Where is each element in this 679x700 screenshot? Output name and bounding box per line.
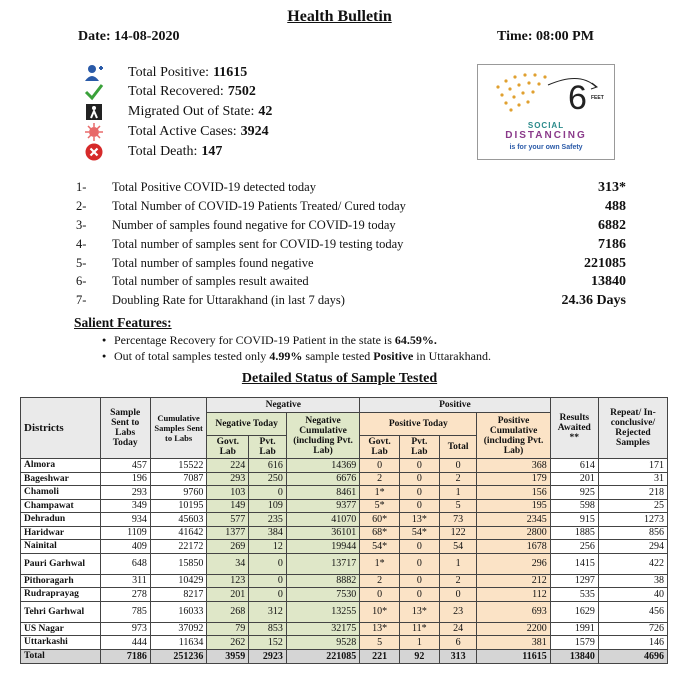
table-row	[21, 486, 668, 500]
value-cell: 648	[100, 553, 150, 574]
value-cell: 23	[439, 601, 477, 622]
value-cell: 577	[207, 513, 249, 527]
header-awaited: Results Awaited **	[550, 398, 598, 459]
metric-row: 4- Total number of samples sent for COVID-19 testing today 7186	[76, 236, 626, 252]
table-row	[21, 622, 668, 636]
value-cell: 15522	[150, 459, 207, 473]
value-cell: 224	[207, 459, 249, 473]
value-cell: 235	[249, 513, 287, 527]
header-negative: Negative	[207, 398, 360, 413]
total-value: 221	[360, 649, 400, 663]
value-cell: 0	[399, 499, 439, 513]
value-cell: 0	[399, 459, 439, 473]
bulletin-time: Time: 08:00 PM	[497, 29, 594, 44]
value-cell: 24	[439, 622, 477, 636]
value-cell: 32175	[286, 622, 359, 636]
value-cell: 381	[477, 636, 550, 650]
value-cell: 2	[360, 472, 400, 486]
value-cell: 218	[598, 486, 667, 500]
value-cell: 856	[598, 526, 667, 540]
value-cell: 0	[360, 588, 400, 602]
value-cell: 1*	[360, 486, 400, 500]
value-cell: 349	[100, 499, 150, 513]
value-cell: 262	[207, 636, 249, 650]
value-cell: 0	[399, 553, 439, 574]
district-cell: Champawat	[21, 499, 101, 513]
header-pos-total: Total	[439, 436, 477, 459]
total-value: 3959	[207, 649, 249, 663]
district-cell: Pauri Garhwal	[21, 553, 101, 574]
value-cell: 1109	[100, 526, 150, 540]
value-cell: 109	[249, 499, 287, 513]
value-cell: 693	[477, 601, 550, 622]
value-cell: 7087	[150, 472, 207, 486]
value-cell: 925	[550, 486, 598, 500]
value-cell: 1377	[207, 526, 249, 540]
value-cell: 294	[598, 540, 667, 554]
value-cell: 8217	[150, 588, 207, 602]
total-value: 221085	[286, 649, 359, 663]
salient-heading: Salient Features:	[74, 315, 172, 330]
value-cell: 103	[207, 486, 249, 500]
value-cell: 22172	[150, 540, 207, 554]
value-cell: 38	[598, 574, 667, 588]
table-row	[21, 472, 668, 486]
logo-unit: FEET	[591, 95, 604, 101]
metric-row: 3- Number of samples found negative for COVID-19 today 6882	[76, 217, 626, 233]
value-cell: 1	[399, 636, 439, 650]
value-cell: 34	[207, 553, 249, 574]
check-icon	[84, 83, 104, 101]
header-negative-today: Negative Today	[207, 413, 287, 436]
header-cumulative: Cumulative Samples Sent to Labs	[150, 398, 207, 459]
value-cell: 311	[100, 574, 150, 588]
district-cell: Haridwar	[21, 526, 101, 540]
district-cell: Almora	[21, 459, 101, 473]
value-cell: 179	[477, 472, 550, 486]
total-label: Total	[21, 649, 101, 663]
value-cell: 31	[598, 472, 667, 486]
value-cell: 146	[598, 636, 667, 650]
value-cell: 37092	[150, 622, 207, 636]
value-cell: 41642	[150, 526, 207, 540]
value-cell: 10*	[360, 601, 400, 622]
value-cell: 409	[100, 540, 150, 554]
table-row	[21, 601, 668, 622]
value-cell: 1	[439, 553, 477, 574]
value-cell: 456	[598, 601, 667, 622]
value-cell: 19944	[286, 540, 359, 554]
value-cell: 1*	[360, 553, 400, 574]
table-row	[21, 553, 668, 574]
value-cell: 8461	[286, 486, 359, 500]
header-positive-cumulative: Positive Cumulative (including Pvt. Lab)	[477, 413, 550, 459]
value-cell: 2800	[477, 526, 550, 540]
add-person-icon	[84, 64, 104, 82]
value-cell: 915	[550, 513, 598, 527]
district-cell: Pithoragarh	[21, 574, 101, 588]
value-cell: 122	[439, 526, 477, 540]
value-cell: 9528	[286, 636, 359, 650]
value-cell: 201	[550, 472, 598, 486]
table-row	[21, 588, 668, 602]
value-cell: 0	[249, 486, 287, 500]
value-cell: 13*	[399, 601, 439, 622]
value-cell: 2	[439, 574, 477, 588]
table-row	[21, 459, 668, 473]
value-cell: 269	[207, 540, 249, 554]
header-pos-govt: Govt. Lab	[360, 436, 400, 459]
header-repeat: Repeat/ In-conclusive/ Rejected Samples	[598, 398, 667, 459]
header-neg-govt: Govt. Lab	[207, 436, 249, 459]
value-cell: 14369	[286, 459, 359, 473]
value-cell: 278	[100, 588, 150, 602]
value-cell: 0	[439, 459, 477, 473]
value-cell: 293	[100, 486, 150, 500]
header-positive-today: Positive Today	[360, 413, 477, 436]
value-cell: 1678	[477, 540, 550, 554]
sample-status-table	[20, 397, 668, 664]
value-cell: 156	[477, 486, 550, 500]
value-cell: 934	[100, 513, 150, 527]
header-negative-cumulative: Negative Cumulative (including Pvt. Lab)	[286, 413, 359, 459]
value-cell: 123	[207, 574, 249, 588]
logo-line2: DISTANCING	[505, 130, 587, 141]
logo-line3: is for your own Safety	[509, 144, 583, 151]
value-cell: 457	[100, 459, 150, 473]
value-cell: 973	[100, 622, 150, 636]
header-districts: Districts	[21, 398, 101, 459]
value-cell: 5*	[360, 499, 400, 513]
value-cell: 0	[439, 588, 477, 602]
value-cell: 785	[100, 601, 150, 622]
value-cell: 616	[249, 459, 287, 473]
value-cell: 13717	[286, 553, 359, 574]
migrate-icon	[84, 103, 104, 121]
value-cell: 535	[550, 588, 598, 602]
value-cell: 256	[550, 540, 598, 554]
table-row	[21, 526, 668, 540]
header-sent-today: Sample Sent to Labs Today	[100, 398, 150, 459]
value-cell: 250	[249, 472, 287, 486]
value-cell: 0	[249, 588, 287, 602]
stat-migrated: Migrated Out of State: 42	[84, 102, 272, 122]
value-cell: 368	[477, 459, 550, 473]
value-cell: 2200	[477, 622, 550, 636]
value-cell: 68*	[360, 526, 400, 540]
value-cell: 15850	[150, 553, 207, 574]
total-value: 11615	[477, 649, 550, 663]
district-cell: Chamoli	[21, 486, 101, 500]
district-cell: US Nagar	[21, 622, 101, 636]
logo-line1: SOCIAL	[527, 121, 565, 130]
value-cell: 10195	[150, 499, 207, 513]
value-cell: 8882	[286, 574, 359, 588]
value-cell: 9760	[150, 486, 207, 500]
value-cell: 195	[477, 499, 550, 513]
value-cell: 171	[598, 459, 667, 473]
value-cell: 0	[399, 588, 439, 602]
value-cell: 9377	[286, 499, 359, 513]
value-cell: 112	[477, 588, 550, 602]
district-cell: Nainital	[21, 540, 101, 554]
stat-total-positive: Total Positive: 11615	[84, 63, 247, 83]
table-row	[21, 574, 668, 588]
value-cell: 1579	[550, 636, 598, 650]
value-cell: 5	[360, 636, 400, 650]
metric-row: 5- Total number of samples found negative 221085	[76, 255, 626, 271]
value-cell: 2345	[477, 513, 550, 527]
value-cell: 2	[439, 472, 477, 486]
value-cell: 13255	[286, 601, 359, 622]
page-title: Health Bulletin	[287, 8, 392, 25]
cross-circle-icon	[84, 143, 104, 161]
metric-row: 1- Total Positive COVID-19 detected today 313*	[76, 179, 626, 195]
total-value: 313	[439, 649, 477, 663]
value-cell: 1885	[550, 526, 598, 540]
header-pos-pvt: Pvt. Lab	[399, 436, 439, 459]
value-cell: 384	[249, 526, 287, 540]
value-cell: 296	[477, 553, 550, 574]
metric-row: 7- Doubling Rate for Uttarakhand (in last 7 days) 24.36 Days	[76, 292, 626, 308]
value-cell: 0	[399, 574, 439, 588]
value-cell: 54	[439, 540, 477, 554]
value-cell: 149	[207, 499, 249, 513]
bulletin-date: Date: 14-08-2020	[78, 29, 180, 44]
salient-bullet: ● Percentage Recovery for COVID-19 Patient in the state is 64.59%.	[114, 333, 437, 348]
value-cell: 422	[598, 553, 667, 574]
table-row	[21, 540, 668, 554]
value-cell: 0	[399, 540, 439, 554]
total-value: 2923	[249, 649, 287, 663]
value-cell: 13*	[360, 622, 400, 636]
value-cell: 10429	[150, 574, 207, 588]
district-cell: Rudraprayag	[21, 588, 101, 602]
value-cell: 152	[249, 636, 287, 650]
value-cell: 2	[360, 574, 400, 588]
value-cell: 11634	[150, 636, 207, 650]
value-cell: 212	[477, 574, 550, 588]
header-positive: Positive	[360, 398, 551, 413]
value-cell: 726	[598, 622, 667, 636]
value-cell: 60*	[360, 513, 400, 527]
value-cell: 1415	[550, 553, 598, 574]
value-cell: 41070	[286, 513, 359, 527]
table-row	[21, 499, 668, 513]
value-cell: 79	[207, 622, 249, 636]
value-cell: 54*	[399, 526, 439, 540]
stat-active-cases: Total Active Cases: 3924	[84, 122, 269, 142]
value-cell: 853	[249, 622, 287, 636]
total-value: 7186	[100, 649, 150, 663]
value-cell: 268	[207, 601, 249, 622]
total-value: 13840	[550, 649, 598, 663]
value-cell: 13*	[399, 513, 439, 527]
value-cell: 1629	[550, 601, 598, 622]
table-title: Detailed Status of Sample Tested	[241, 371, 438, 386]
value-cell: 444	[100, 636, 150, 650]
logo-number: 6	[568, 79, 587, 117]
value-cell: 293	[207, 472, 249, 486]
value-cell: 6676	[286, 472, 359, 486]
value-cell: 25	[598, 499, 667, 513]
total-value: 251236	[150, 649, 207, 663]
table-row	[21, 636, 668, 650]
value-cell: 16033	[150, 601, 207, 622]
value-cell: 1297	[550, 574, 598, 588]
value-cell: 73	[439, 513, 477, 527]
value-cell: 0	[399, 486, 439, 500]
value-cell: 54*	[360, 540, 400, 554]
value-cell: 7530	[286, 588, 359, 602]
table-row	[21, 513, 668, 527]
value-cell: 196	[100, 472, 150, 486]
stat-total-death: Total Death: 147	[84, 142, 222, 162]
value-cell: 0	[249, 574, 287, 588]
value-cell: 201	[207, 588, 249, 602]
virus-icon	[84, 123, 104, 141]
value-cell: 6	[439, 636, 477, 650]
value-cell: 614	[550, 459, 598, 473]
value-cell: 1273	[598, 513, 667, 527]
value-cell: 312	[249, 601, 287, 622]
value-cell: 11*	[399, 622, 439, 636]
value-cell: 45603	[150, 513, 207, 527]
district-cell: Dehradun	[21, 513, 101, 527]
total-value: 92	[399, 649, 439, 663]
metric-row: 2- Total Number of COVID-19 Patients Treated/ Cured today 488	[76, 198, 626, 214]
value-cell: 1	[439, 486, 477, 500]
value-cell: 0	[360, 459, 400, 473]
value-cell: 36101	[286, 526, 359, 540]
stat-total-recovered: Total Recovered: 7502	[84, 82, 256, 102]
header-neg-pvt: Pvt. Lab	[249, 436, 287, 459]
value-cell: 598	[550, 499, 598, 513]
value-cell: 12	[249, 540, 287, 554]
district-cell: Tehri Garhwal	[21, 601, 101, 622]
metric-row: 6- Total number of samples result awaited 13840	[76, 273, 626, 289]
value-cell: 1991	[550, 622, 598, 636]
total-row	[21, 649, 668, 663]
district-cell: Bageshwar	[21, 472, 101, 486]
value-cell: 0	[249, 553, 287, 574]
total-value: 4696	[598, 649, 667, 663]
value-cell: 0	[399, 472, 439, 486]
salient-bullet: ● Out of total samples tested only 4.99% sample tested Positive in Uttarakhand.	[114, 349, 491, 364]
value-cell: 40	[598, 588, 667, 602]
value-cell: 5	[439, 499, 477, 513]
social-distancing-logo	[477, 64, 615, 160]
district-cell: Uttarkashi	[21, 636, 101, 650]
